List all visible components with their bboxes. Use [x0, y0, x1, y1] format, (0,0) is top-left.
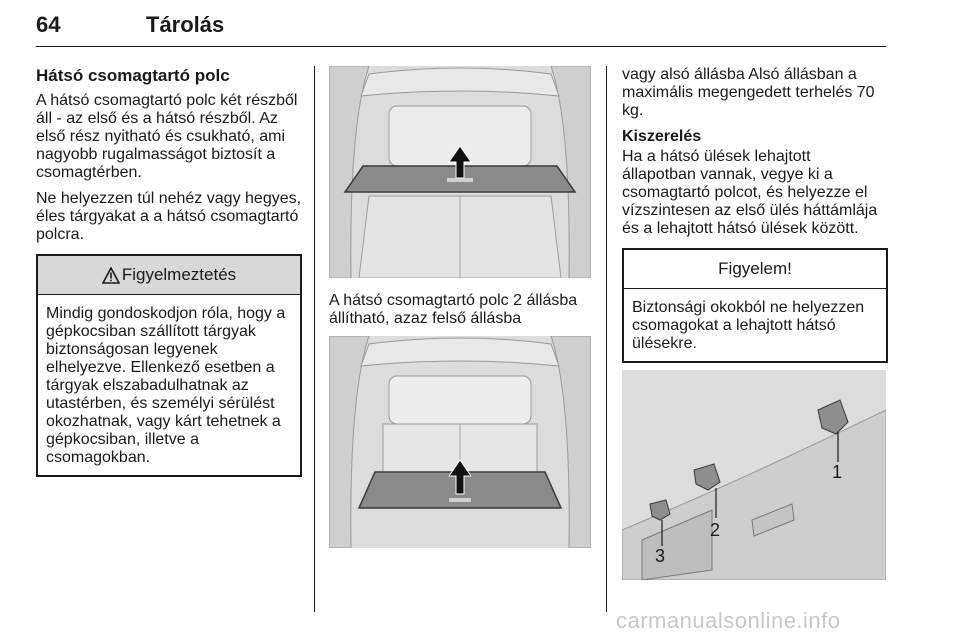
footer-watermark: carmanualsonline.info [616, 608, 841, 633]
subsection-heading: Kiszerelés [622, 128, 702, 145]
paragraph-removal: Ha a hátsó ülések lehajtott állapotban vannak, vegye ki a csomagtartó polcot, és helyezze el vízszintesen az első ülés háttámlája és a lehajtott hátsó ülések között. [622, 148, 878, 237]
paragraph-load: vagy alsó állásba Alsó állásban a maximális megengedett terhelés 70 kg. [622, 66, 875, 119]
warning-box [36, 254, 302, 477]
luggage-shelf-lower-illustration [329, 336, 591, 548]
luggage-shelf-upper-illustration [329, 66, 591, 278]
figure-caption: A hátsó csomagtartó polc 2 állásba állítható, azaz felső állásba [329, 292, 578, 327]
paragraph-intro: A hátsó csomagtartó polc két részből áll - az első és a hátsó részből. Az első rész nyitható és csukható, ami nagyobb rugalmasságot biztosít a csomagtérben. [36, 92, 298, 181]
warning-box-header [38, 256, 300, 295]
notice-title: Figyelem! [624, 250, 886, 289]
column-left [36, 66, 302, 477]
page-header [36, 6, 886, 47]
column-divider [314, 66, 315, 612]
column-right [622, 66, 888, 363]
column-divider [606, 66, 607, 612]
shelf-mount-points-illustration [622, 370, 886, 580]
notice-text: Biztonsági okokból ne helyezzen csomagokat a lehajtott hátsó ülésekre. [632, 299, 865, 352]
warning-title: Figyelmeztetés [121, 265, 237, 284]
notice-box [622, 248, 888, 363]
callout-3: 3 [655, 546, 666, 566]
callout-2: 2 [710, 520, 721, 540]
callout-1: 1 [832, 462, 843, 482]
warning-text: Mindig gondoskodjon róla, hogy a gépkocsiban szállított tárgyak biztonságosan legyenek elhelyezve. Ellenkező esetben a tárgyak elszabadulhatnak az utastérben, és személyi sérülést okozhatnak, vagy kárt tehetnek a gépkocsiban, illetve a csomagokban. [46, 305, 286, 466]
page-number: 64 [36, 12, 61, 37]
paragraph-caution: Ne helyezzen túl nehéz vagy hegyes, éles tárgyakat a a hátsó csomagtartó polcra. [36, 190, 302, 243]
section-heading: Hátsó csomagtartó polc [36, 66, 230, 85]
warning-triangle-icon [102, 267, 120, 284]
chapter-title: Tárolás [146, 12, 225, 37]
